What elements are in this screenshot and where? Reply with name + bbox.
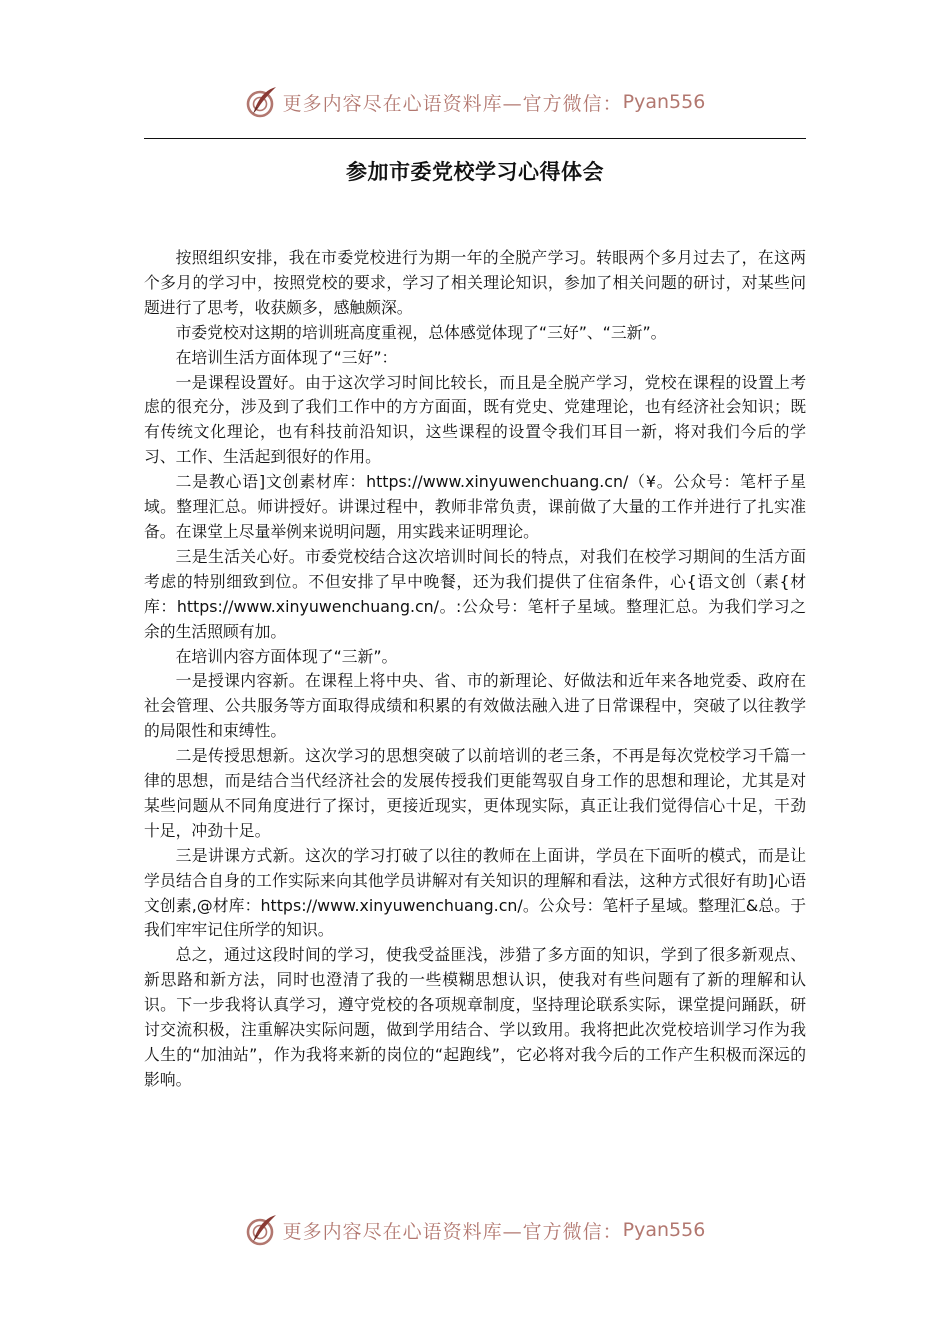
paragraph-three-good-heading: 在培训生活方面体现了“三好”：	[175, 347, 398, 367]
paragraph-course-design: 一是课程设置好。由于这次学习时间比较长，而且是全脱产学习，党校在课程的设置上考虑的很充分，涉及到了我们工作中的方方面面，既有党史、党建理论，也有经济社会知识；既有传统文化理论，也有科技前沿知识，这些课程的设置令我们耳目一新，将对我们今后的学习、工作、生活起到很好的作用。	[144, 372, 806, 467]
paragraph-life-care: 三是生活关心好。市委党校结合这次培训时间长的特点，对我们在校学习期间的生活方面考虑的特别细致到位。不但安排了早中晚餐，还为我们提供了住宿条件，心{语文创（素{材库：https://www.xinyuwenchuang.cn/。:公众号：笔杆子星域。整理汇总。为我们学习之余的生活照顾有加。	[144, 546, 806, 641]
quill-logo-icon	[245, 85, 279, 119]
paragraph-overview: 市委党校对这期的培训班高度重视，总体感觉体现了“三好”、“三新”。	[175, 322, 667, 342]
document-title: 参加市委党校学习心得体会	[346, 160, 604, 184]
paragraph-three-new-heading: 在培训内容方面体现了“三新”。	[175, 646, 398, 666]
paragraph-teaching: 二是教心语]文创素材库：https://www.xinyuwenchuang.cn/（¥。公众号：笔杆子星域。整理汇总。师讲授好。讲课过程中，教师非常负责，课前做了大量的工作并进行了扎实准备。在课堂上尽量举例来说明问题，用实践来证明理论。	[144, 472, 806, 541]
watermark-text: 更多内容尽在心语资料库—官方微信：	[282, 1220, 623, 1243]
paragraph-conclusion: 总之，通过这段时间的学习，使我受益匪浅，涉猎了多方面的知识，学到了很多新观点、新思路和新方法，同时也澄清了我的一些模糊思想认识，使我对有些问题有了新的理解和认识。下一步我将认真学习，遵守党校的各项规章制度，坚持理论联系实际，课堂提问踊跃，研讨交流积极，注重解决实际问题，做到学用结合、学以致用。我将把此次党校培训学习作为我人生的“加油站”，作为我将来新的岗位的“起跑线”，它必将对我今后的工作产生积极而深远的影响。	[144, 945, 806, 1089]
header-watermark	[0, 82, 950, 122]
paragraph-thought-new: 二是传授思想新。这次学习的思想突破了以前培训的老三条，不再是每次党校学习千篇一律的思想，而是结合当代经济社会的发展传授我们更能驾驭自身工作的思想和理论，尤其是对某些问题从不同角度进行了探讨，更接近现实，更体现实际，真正让我们觉得信心十足，干劲十足，冲劲十足。	[144, 746, 806, 840]
paragraph-intro: 按照组织安排，我在市委党校进行为期一年的全脱产学习。转眼两个多月过去了，在这两个多月的学习中，按照党校的要求，学习了相关理论知识，参加了相关问题的研讨，对某些问题进行了思考，收获颇多，感触颇深。	[144, 248, 806, 317]
paragraph-content-new: 一是授课内容新。在课程上将中央、省、市的新理论、好做法和近年来各地党委、政府在社会管理、公共服务等方面取得成绩和积累的有效做法融入进了日常课程中，突破了以往教学的局限性和束缚性。	[144, 671, 806, 741]
watermark-text: 更多内容尽在心语资料库—官方微信：	[282, 92, 623, 115]
paragraph-method-new: 三是讲课方式新。这次的学习打破了以往的教师在上面讲，学员在下面听的模式，而是让学员结合自身的工作实际来向其他学员讲解对有关知识的理解和看法，这种方式很好有助]心语文创素,@材库：https://www.xinyuwenchuang.cn/。公众号：笔杆子星域。整理汇&总。于我们牢牢记住所学的知识。	[144, 845, 806, 940]
header-divider	[144, 138, 806, 139]
footer-watermark	[0, 1210, 950, 1250]
watermark-wechat-id: Pyan556	[622, 91, 706, 113]
document-body	[144, 246, 806, 1093]
quill-logo-icon	[245, 1213, 279, 1247]
watermark-wechat-id: Pyan556	[622, 1219, 706, 1241]
